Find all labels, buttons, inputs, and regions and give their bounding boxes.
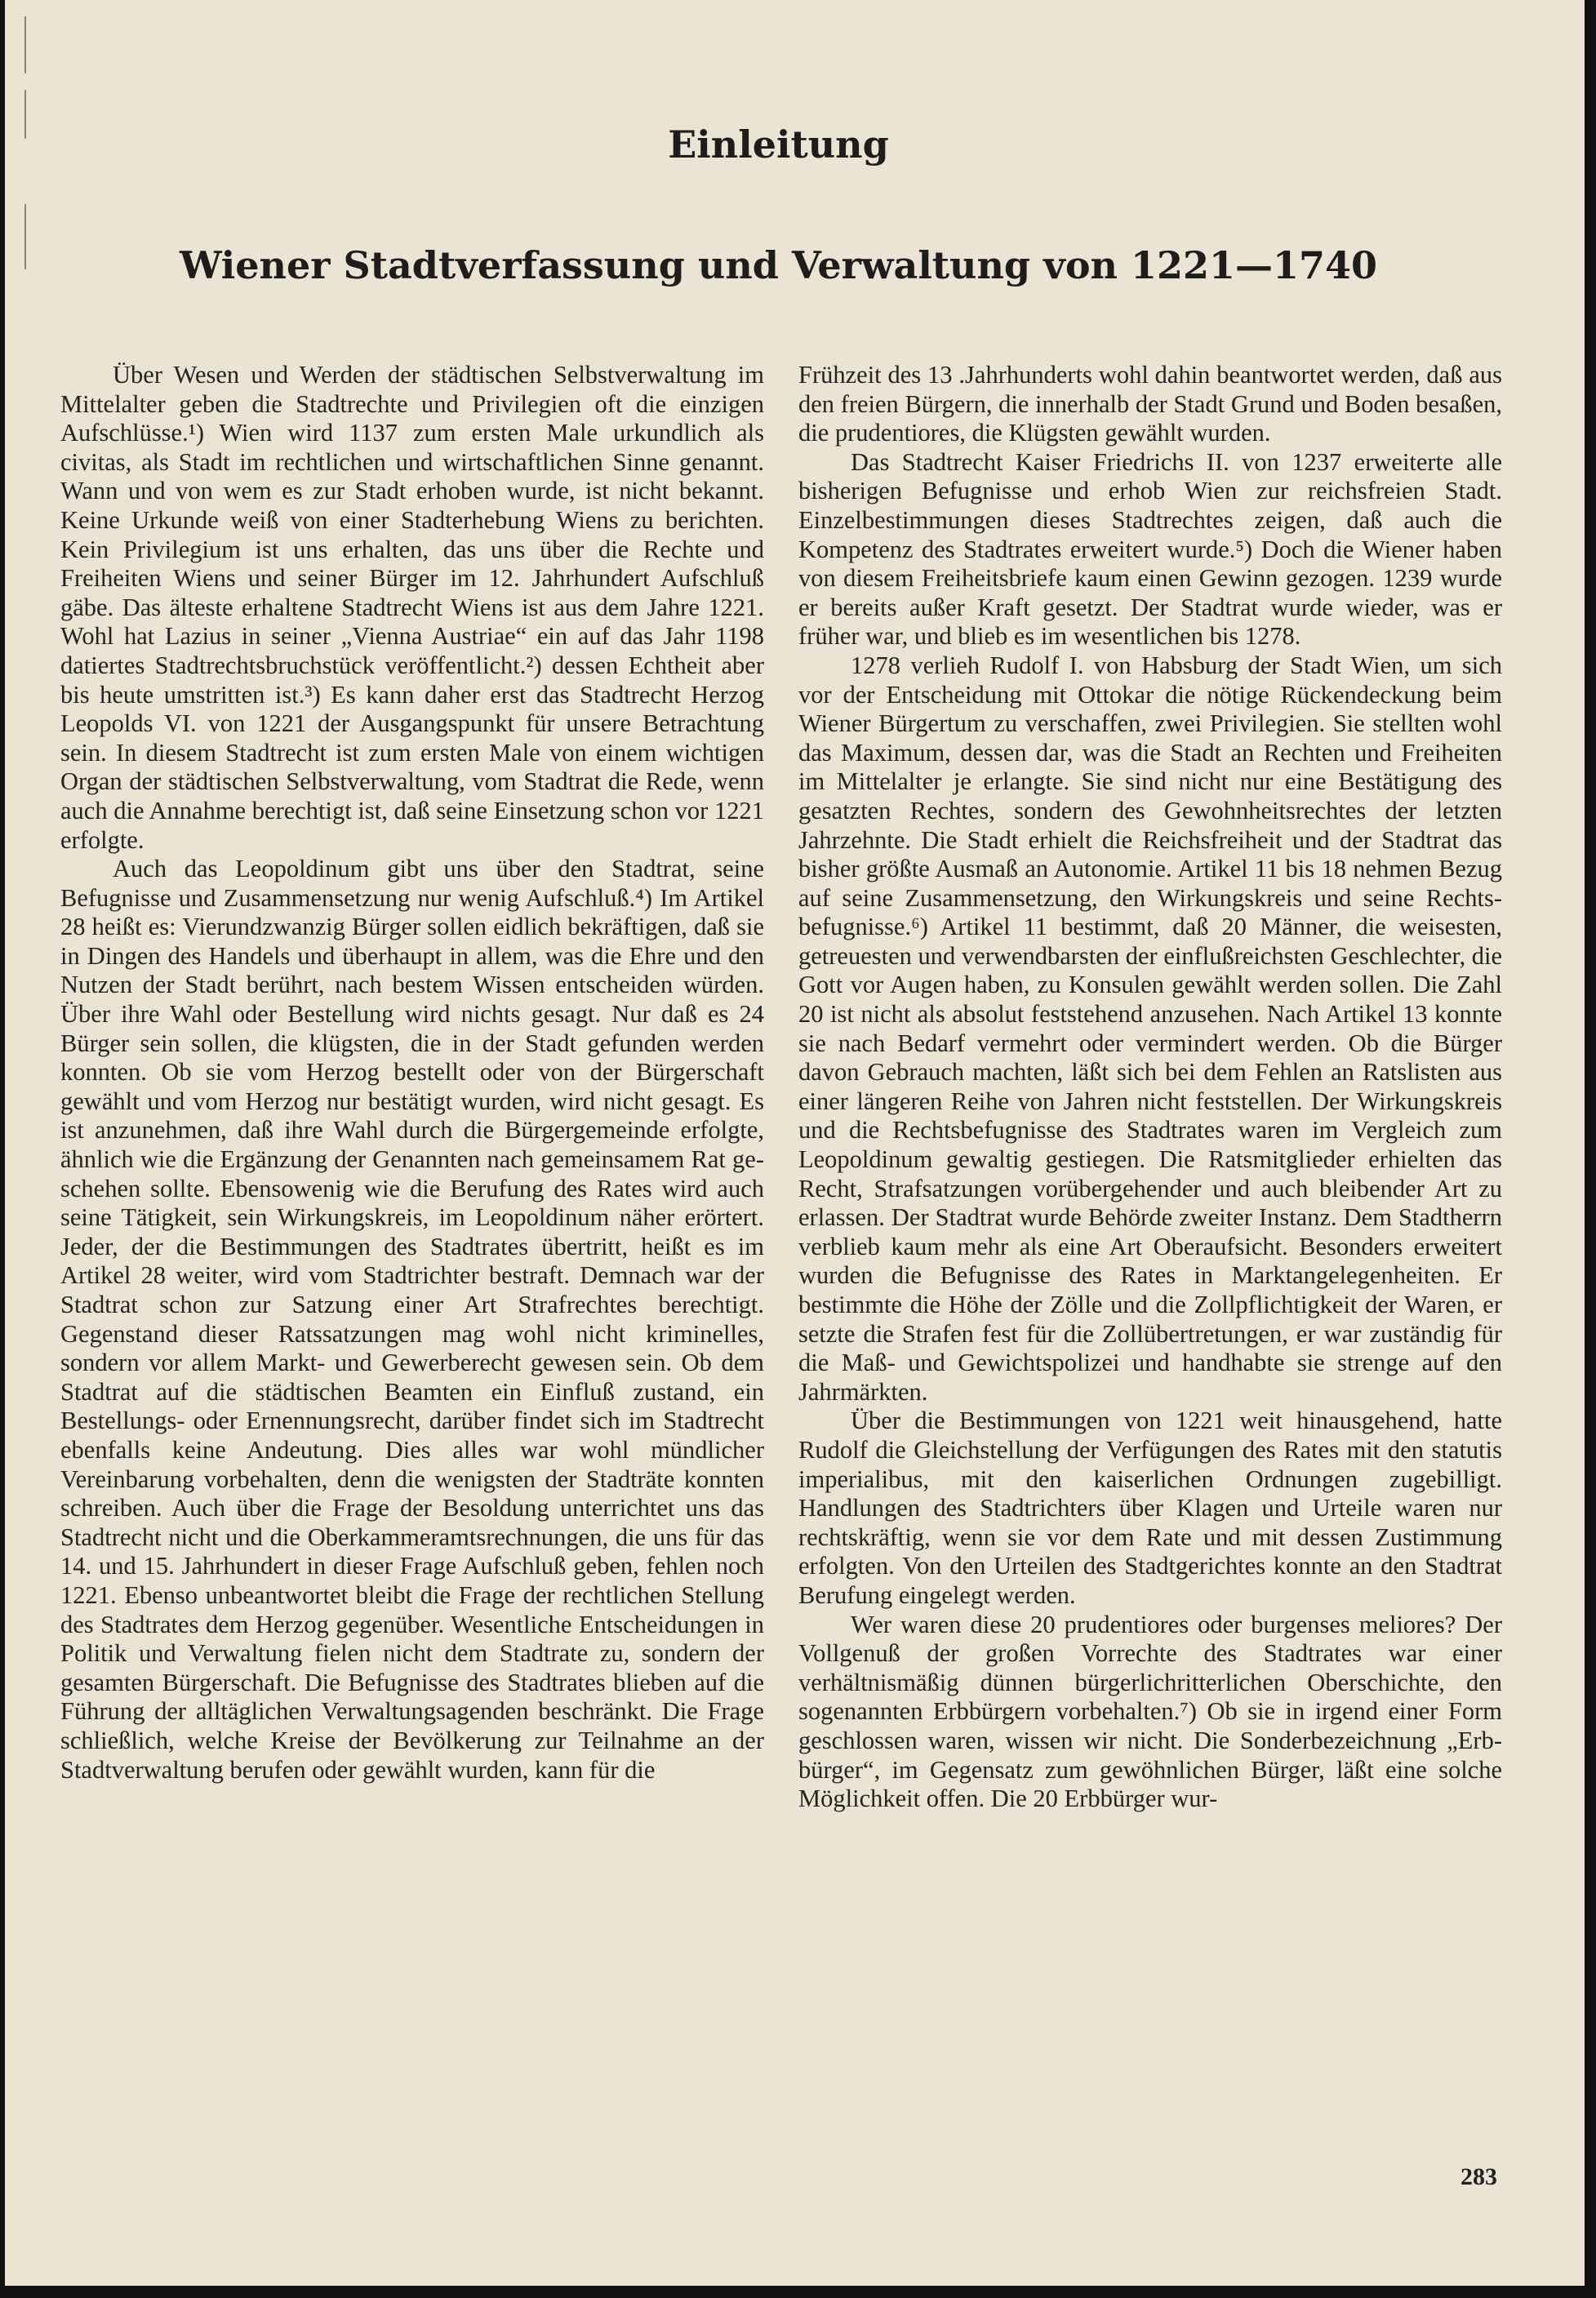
page-number: 283 [1460,2163,1497,2190]
paragraph: Auch das Leopoldinum gibt uns über den Stadtrat, seine Befugnisse und Zusammensetzung nur wenig Aufschluß.⁴) Im Artikel 28 heißt es: Vierundzwanzig Bürger sollen eidlich bekräftigen, daß sie in Dingen des Handels und überhaupt in allem, was die Ehre und den Nutzen der Stadt berührt, nach bestem Wissen entscheiden würden. Über ihre Wahl oder Bestellung wird nichts gesagt. Nur daß es 24 Bürger sein sollen, die klügsten, die in der Stadt gefunden werden konnten. Ob sie vom Herzog bestellt oder von der Bürgerschaft gewählt und vom Herzog nur bestätigt wurden, wird nicht gesagt. Es ist anzunehmen, daß ihre Wahl durch die Bürgergemeinde erfolgte, ähnlich wie die Ergänzung der Genannten nach gemeinsamem Rat geschehen sollte. Ebensowenig wie die Berufung des Rates wird auch seine Tätigkeit, sein Wirkungskreis, im Leopoldinum näher erörtert. Jeder, der die Bestimmungen des Stadtrates übertritt, heißt es im Artikel 28 weiter, wird vom Stadtrichter bestraft. Demnach war der Stadtrat schon zur Satzung einer Art Strafrechtes berechtigt. Gegenstand dieser Ratssatzungen mag wohl nicht kriminelles, sondern vor allem Markt- und Gewerberecht gewesen sein. Ob dem Stadtrat auf die städtischen Beamten ein Einfluß zustand, ein Bestellungs- oder Ernennungsrecht, darüber findet sich im Stadtrecht ebenfalls keine Andeutung. Dies alles war wohl mündlicher Vereinbarung vorbehalten, denn die wenigsten der Stadträte konnten schreiben. Auch über die Frage der Besoldung unterrichtet uns das Stadtrecht nicht und die Oberkammeramtsrechnungen, die uns für das 14. und 15. Jahrhundert in dieser Frage Aufschluß geben, fehlen noch 1221. Ebenso unbeantwortet bleibt die Frage der rechtlichen Stellung des Stadtrates dem Herzog gegenüber. Wesentliche Entscheidungen in Politik und Verwaltung fielen nicht dem Stadtrate zu, sondern der gesamten Bürgerschaft. Die Befugnisse des Stadtrates blieben auf die Führung der alltäglichen Verwaltungsagenden beschränkt. Die Frage schließlich, welche Kreise der Bevölkerung zur Teilnahme an der Stadtverwaltung berufen oder gewählt wurden, kann für die [60,855,764,1784]
paragraph: Wer waren diese 20 prudentiores oder burgenses meliores? Der Vollgenuß der großen Vorrechte des Stadtrates war einer verhältnismäßig dünnen bürgerlichritterlichen Oberschichte, den sogenannten Erbbürgern vorbehalten.⁷) Ob sie in irgend einer Form geschlossen waren, wissen wir nicht. Die Sonderbezeichnung „Erbbürger“, im Gegensatz zum gewöhnlichen Bürger, läßt eine solche Möglichkeit offen. Die 20 Erbbürger wur- [798,1610,1502,1813]
paragraph: Über Wesen und Werden der städtischen Selbstverwaltung im Mittelalter geben die Stadtrechte und Privilegien oft die einzigen Aufschlüsse.¹) Wien wird 1137 zum ersten Male urkundlich als civitas, als Stadt im rechtlichen und wirtschaftlichen Sinne genannt. Wann und von wem es zur Stadt erhoben wurde, ist nicht bekannt. Keine Urkunde weiß von einer Stadterhebung Wiens zu berichten. Kein Privilegium ist uns erhalten, das uns über die Rechte und Freiheiten Wiens und seiner Bürger im 12. Jahrhundert Aufschluß gäbe. Das älteste erhaltene Stadtrecht Wiens ist aus dem Jahre 1221. Wohl hat Lazius in seiner „Vienna Austriae“ ein auf das Jahr 1198 datiertes Stadtrechtsbruchstück veröffentlicht.²) dessen Echtheit aber bis heute umstritten ist.³) Es kann daher erst das Stadtrecht Herzog Leopolds VI. von 1221 der Ausgangspunkt für unsere Betrachtung sein. In diesem Stadtrecht ist zum ersten Male von einem wichtigen Organ der städtischen Selbstverwaltung, vom Stadtrat die Rede, wenn auch die Annahme berechtigt ist, daß seine Einsetzung schon vor 1221 erfolgte. [60,361,764,854]
page-title: Einleitung [668,122,889,167]
paragraph: 1278 verlieh Rudolf I. von Habsburg der Stadt Wien, um sich vor der Entscheidung mit Ottokar die nötige Rückendeckung beim Wiener Bürgertum zu verschaffen, zwei Privilegien. Sie stellten wohl das Maximum, dessen dar, was die Stadt an Rechten und Freiheiten im Mittelalter je erlangte. Sie sind nicht nur eine Bestätigung des gesatzten Rechtes, sondern des Gewohnheitsrechtes der letzten Jahrzehnte. Die Stadt erhielt die Reichsfreiheit und der Stadtrat das bisher größte Ausmaß an Autonomie. Artikel 11 bis 18 nehmen Bezug auf seine Zusammensetzung, den Wirkungskreis und seine Rechtsbefugnisse.⁶) Artikel 11 bestimmt, daß 20 Männer, die weisesten, getreuesten und verwendbarsten der einflußreichsten Geschlechter, die Gott vor Augen haben, zu Konsulen gewählt werden sollen. Die Zahl 20 ist nicht als absolut feststehend anzusehen. Nach Artikel 13 konnte sie nach Bedarf vermehrt oder vermindert werden. Ob die Bürger davon Gebrauch machten, läßt sich bei dem Fehlen an Ratslisten aus einer längeren Reihe von Jahren nicht feststellen. Der Wirkungskreis und die Rechtsbefugnisse des Stadtrates waren im Vergleich zum Leopoldinum gewaltig gestiegen. Die Ratsmitglieder erhielten das Recht, Strafsatzungen vorübergehender und auch bleibender Art zu erlassen. Der Stadtrat wurde Behörde zweiter Instanz. Dem Stadtherrn verblieb kaum mehr als eine Art Oberaufsicht. Besonders erweitert wurden die Befugnisse des Rates in Marktangelegenheiten. Er bestimmte die Höhe der Zölle und die Zollpflichtigkeit der Waren, er setzte die Strafen fest für die Zollübertretungen, er war zuständig für die Maß- und Gewichtspolizei und handhabte sie strenge auf den Jahrmärkten. [798,651,1502,1406]
margin-scratch [24,16,26,73]
right-column [798,361,1502,1814]
left-column [60,361,764,1785]
page-subtitle: Wiener Stadtverfassung und Verwaltung von 1221—1740 [179,243,1378,287]
paragraph: Das Stadtrecht Kaiser Friedrichs II. von 1237 erweiterte alle bisherigen Befugnisse und erhob Wien zur reichsfreien Stadt. Einzelbestimmungen dieses Stadtrechtes zeigen, daß auch die Kompetenz des Stadtrates erweitert wurde.⁵) Doch die Wiener haben von diesem Freiheitsbriefe kaum einen Gewinn gezogen. 1239 wurde er bereits außer Kraft gesetzt. Der Stadtrat wurde wieder, was er früher war, und blieb es im wesentlichen bis 1278. [798,447,1502,651]
document-page [5,0,1585,2286]
paragraph: Über die Bestimmungen von 1221 weit hinausgehend, hatte Rudolf die Gleichstellung der Verfügungen des Rates mit den statutis imperialibus, mit den kaiserlichen Ordnungen zugebilligt. Handlungen des Stadtrichters über Klagen und Urteile waren nur rechtskräftig, wenn sie vor dem Rate und mit dessen Zustimmung erfolgten. Von den Urteilen des Stadtgerichtes konnte an den Stadtrat Berufung eingelegt werden. [798,1407,1502,1609]
paragraph: Frühzeit des 13 .Jahrhunderts wohl dahin beantwortet werden, daß aus den freien Bürgern, die innerhalb der Stadt Grund und Boden besaßen, die prudentiores, die Klügsten gewählt wurden. [798,361,1502,447]
